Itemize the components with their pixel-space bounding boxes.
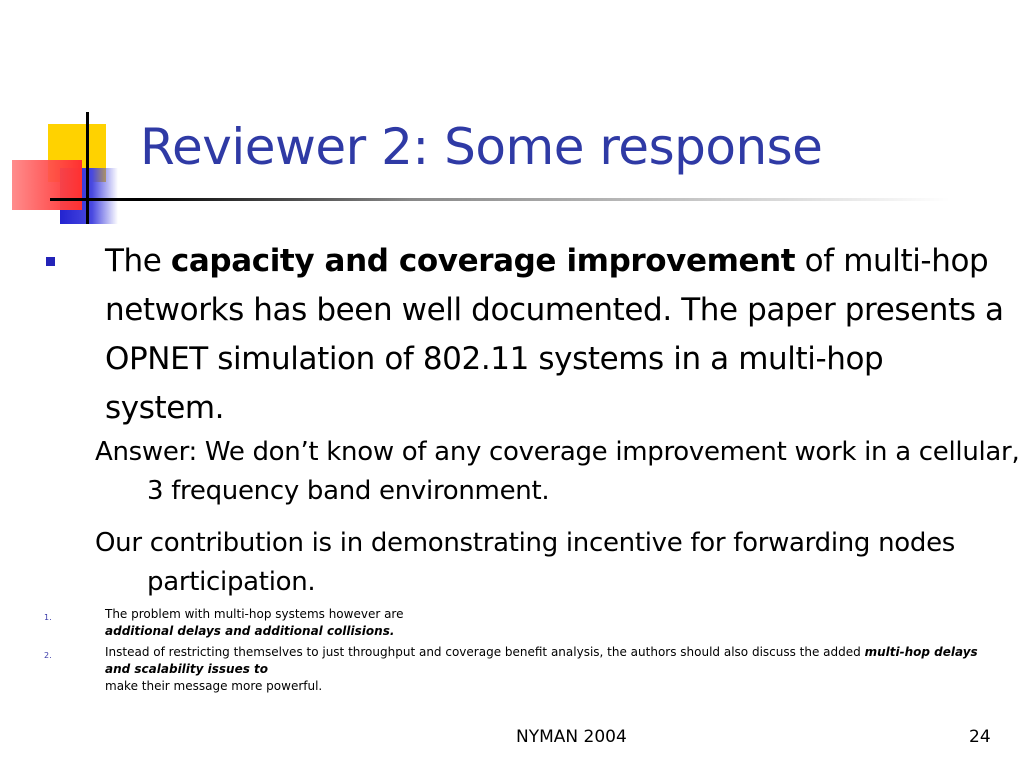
main-bullet-suffix: of multi-hop networks has been well documented. The paper presents a OPNET simulation of 802.11 systems in a multi-hop system.	[105, 243, 1004, 426]
answer-paragraph: Answer: We don’t know of any coverage improvement work in a cellular, 3 frequency band environment.	[95, 437, 1020, 506]
numbered-text-1-main: The problem with multi-hop systems however are	[105, 607, 404, 621]
numbered-text-1	[105, 606, 985, 640]
title-underline	[50, 198, 950, 201]
contribution-paragraph: Our contribution is in demonstrating incentive for forwarding nodes participation.	[95, 528, 956, 597]
decoration-vertical-line	[86, 112, 89, 224]
title-decoration	[0, 0, 160, 240]
main-bullet-text	[105, 237, 1005, 433]
numbered-marker-1: 1.	[44, 613, 52, 622]
main-bullet-prefix: The	[105, 243, 171, 279]
numbered-text-2-emphasis: multi-hop delays and scalability issues to	[105, 645, 978, 676]
numbered-text-2-main: Instead of restricting themselves to just throughput and coverage benefit analysis, the authors should also discuss the added	[105, 645, 865, 659]
numbered-text-2-tail: make their message more powerful.	[105, 679, 323, 693]
page-number: 24	[969, 727, 991, 747]
numbered-text-2	[105, 644, 985, 695]
bullet-square-icon	[46, 257, 55, 266]
decoration-red-square	[12, 160, 82, 210]
numbered-marker-2: 2.	[44, 651, 52, 660]
numbered-text-1-emphasis: additional delays and additional collisions.	[105, 624, 395, 638]
footer-author: NYMAN 2004	[516, 727, 627, 747]
main-bullet-bold: capacity and coverage improvement	[170, 243, 796, 279]
slide-title: Reviewer 2: Some response	[140, 118, 823, 176]
